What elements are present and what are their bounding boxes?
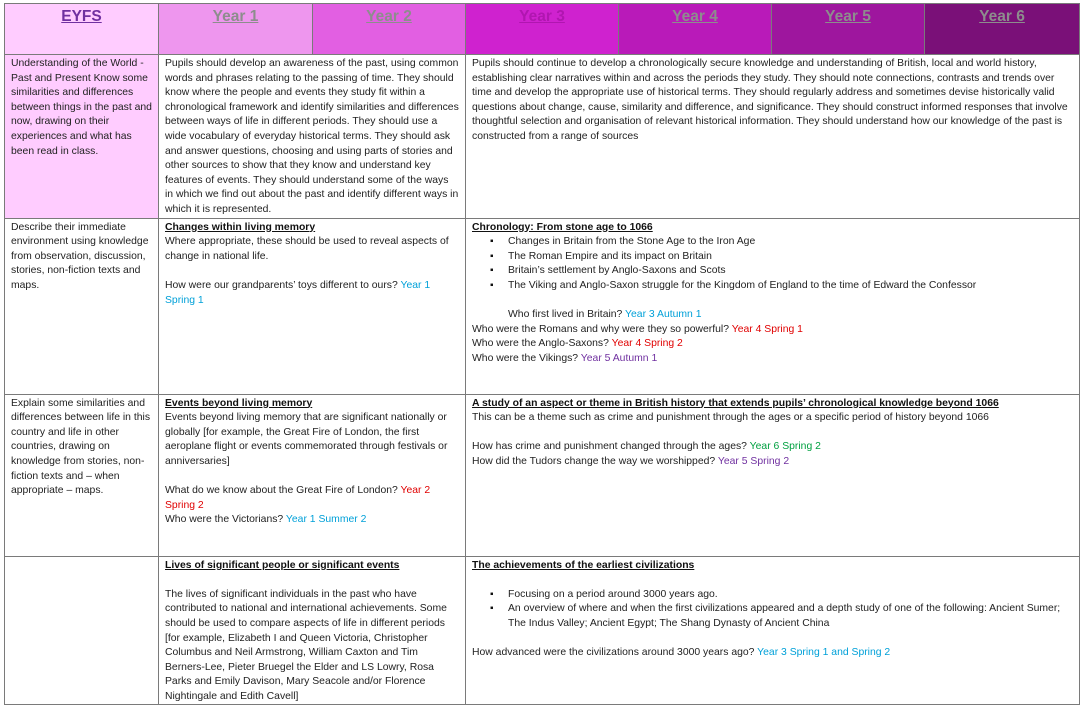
year-tag: Year 2 Spring 2 bbox=[165, 485, 431, 511]
ks1-significant-people-cell bbox=[159, 556, 466, 705]
ks2-civilizations-question bbox=[472, 646, 1073, 661]
question-text: Who were the Vikings? bbox=[472, 352, 579, 364]
ks1-overview-text: Pupils should develop an awareness of the past, using common words and phrases relating to the passing of time. They should know where the people and events they study fit within a chronological framework and identify similarities and differences between ways of life in different periods. They should use a wide vocabulary of everyday historical terms. They should ask and answer questions, choosing and using parts of stories and other sources to show that they know and understand key features of events. They should understand some of the ways in which we find out about the past and identify different ways in which it is represented. bbox=[165, 58, 459, 215]
eyfs-overview-text: Understanding of the World - Past and Present Know some similarities and differences between things in the past and now, drawing on their experiences and what has been read in class. bbox=[11, 58, 152, 157]
header-eyfs: EYFS bbox=[5, 4, 159, 55]
list-item: ▪ The Viking and Anglo-Saxon struggle for the Kingdom of England to the time of Edward the Confessor bbox=[508, 279, 1073, 294]
ks1-overview-cell bbox=[159, 55, 466, 219]
eyfs-overview-cell bbox=[5, 55, 159, 219]
ks1-significant-people-heading: Lives of significant people or significant events bbox=[165, 559, 400, 571]
eyfs-similarities-text: Explain some similarities and differences between life in this country and life in other countries, drawing on knowledge from stories, non-fiction texts and – when appropriate – maps. bbox=[11, 397, 151, 497]
ks2-civilizations-list bbox=[472, 588, 1073, 632]
ks1-living-memory-cell bbox=[159, 218, 466, 394]
question-text: How did the Tudors change the way we worshipped? bbox=[472, 455, 716, 467]
ks1-beyond-memory-cell bbox=[159, 394, 466, 556]
ks1-beyond-memory-text: Events beyond living memory that are significant nationally or globally [for example, the Great Fire of London, the first aeroplane flight or events commemorated through festivals or anniversaries] bbox=[165, 412, 448, 467]
year-tag: Year 1 Spring 1 bbox=[165, 279, 431, 306]
ks2-civilizations-heading: The achievements of the earliest civilizations bbox=[472, 559, 695, 571]
ks1-great-fire-question bbox=[165, 484, 459, 513]
header-row bbox=[5, 4, 1080, 55]
header-year-4: Year 4 bbox=[619, 4, 772, 55]
question-text: Who were the Victorians? bbox=[165, 514, 284, 526]
ks2-civilizations-cell bbox=[466, 556, 1080, 705]
question-text: How has crime and punishment changed through the ages? bbox=[472, 441, 747, 453]
list-item: ▪ Changes in Britain from the Stone Age to the Iron Age bbox=[508, 235, 1073, 250]
year-tag: Year 5 Autumn 1 bbox=[580, 352, 658, 364]
history-curriculum-table bbox=[4, 3, 1080, 705]
question-text: How were our grandparents’ toys different to ours? bbox=[165, 279, 398, 291]
ks2-theme-text: This can be a theme such as crime and punishment through the ages or a specific period of history beyond 1066 bbox=[472, 412, 989, 424]
ks2-chronology-heading: Chronology: From stone age to 1066 bbox=[472, 221, 653, 233]
ks2-chronology-cell bbox=[466, 218, 1080, 394]
header-year-6: Year 6 bbox=[925, 4, 1080, 55]
question-text: How advanced were the civilizations around 3000 years ago? bbox=[472, 647, 755, 659]
year-tag: Year 4 Spring 1 bbox=[731, 323, 803, 335]
year-tag: Year 3 Autumn 1 bbox=[625, 309, 702, 321]
list-item: ▪ Britain’s settlement by Anglo-Saxons and Scots bbox=[508, 264, 1073, 279]
ks1-victorians-question bbox=[165, 513, 459, 528]
year-tag: Year 4 Spring 2 bbox=[611, 338, 683, 350]
list-item: ▪ An overview of where and when the first civilizations appeared and a depth study of one of the following: Ancient Sumer; The Indus Valley; Ancient Egypt; The Shang Dynasty of Ancient China bbox=[508, 602, 1073, 631]
ks2-chronology-list bbox=[472, 235, 1073, 293]
ks1-beyond-memory-heading: Events beyond living memory bbox=[165, 397, 313, 409]
eyfs-similarities-cell bbox=[5, 394, 159, 556]
question-text: Who were the Anglo-Saxons? bbox=[472, 338, 609, 350]
row-beyond-memory bbox=[5, 394, 1080, 556]
ks1-toys-question bbox=[165, 279, 459, 308]
question-text: What do we know about the Great Fire of London? bbox=[165, 485, 398, 497]
ks2-tudors-question bbox=[472, 455, 1073, 470]
eyfs-environment-cell bbox=[5, 218, 159, 394]
ks2-theme-cell bbox=[466, 394, 1080, 556]
header-year-2: Year 2 bbox=[313, 4, 466, 55]
header-year-1: Year 1 bbox=[159, 4, 313, 55]
eyfs-empty-cell bbox=[5, 556, 159, 705]
ks2-romans-question bbox=[472, 323, 1073, 338]
ks1-living-memory-text: Where appropriate, these should be used to reveal aspects of change in national life. bbox=[165, 236, 449, 262]
header-year-5: Year 5 bbox=[772, 4, 925, 55]
year-tag: Year 1 Summer 2 bbox=[285, 514, 367, 526]
year-tag: Year 5 Spring 2 bbox=[717, 455, 790, 467]
question-text: Who were the Romans and why were they so powerful? bbox=[472, 323, 730, 335]
ks2-first-lived-question bbox=[472, 308, 1073, 323]
ks2-theme-heading: A study of an aspect or theme in British history that extends pupils’ chronological knowledge beyond 1066 bbox=[472, 397, 999, 409]
list-item: ▪ Focusing on a period around 3000 years ago. bbox=[508, 588, 1073, 603]
ks2-overview-cell bbox=[466, 55, 1080, 219]
eyfs-environment-text: Describe their immediate environment using knowledge from observation, discussion, stories, non-fiction texts and maps. bbox=[11, 221, 149, 291]
ks1-significant-people-text: The lives of significant individuals in the past who have contributed to national and international achievements. Some should be used to compare aspects of life in different periods [for example, Elizabeth I and Queen Victoria, Christopher Columbus and Neil Armstrong, William Caxton and Tim Berners-Lee, Pieter Bruegel the Elder and LS Lowry, Rosa Parks and Emily Davison, Mary Seacole and/or Florence Nightingale and Edith Cavell] bbox=[165, 588, 447, 702]
ks2-overview-text: Pupils should continue to develop a chronologically secure knowledge and understanding of British, local and world history, establishing clear narratives within and across the periods they study. They should note connections, contrasts and trends over time and develop the appropriate use of historical terms. They should regularly address and sometimes devise historically valid questions about change, cause, similarity and difference, and significance. They should construct informed responses that involve thoughtful selection and organisation of relevant historical information. They should understand how our knowledge of the past is constructed from a range of sources bbox=[472, 58, 1068, 142]
header-year-3: Year 3 bbox=[466, 4, 619, 55]
ks1-living-memory-heading: Changes within living memory bbox=[165, 221, 316, 233]
list-item: ▪ The Roman Empire and its impact on Britain bbox=[508, 250, 1073, 265]
year-tag: Year 3 Spring 1 and Spring 2 bbox=[757, 647, 891, 659]
year-tag: Year 6 Spring 2 bbox=[749, 441, 821, 453]
row-overview bbox=[5, 55, 1080, 219]
ks2-crime-question bbox=[472, 440, 1073, 455]
ks2-vikings-question bbox=[472, 352, 1073, 367]
row-significant-people bbox=[5, 556, 1080, 705]
row-chronology bbox=[5, 218, 1080, 394]
question-text: Who first lived in Britain? bbox=[508, 309, 623, 321]
ks2-anglo-saxons-question bbox=[472, 337, 1073, 352]
